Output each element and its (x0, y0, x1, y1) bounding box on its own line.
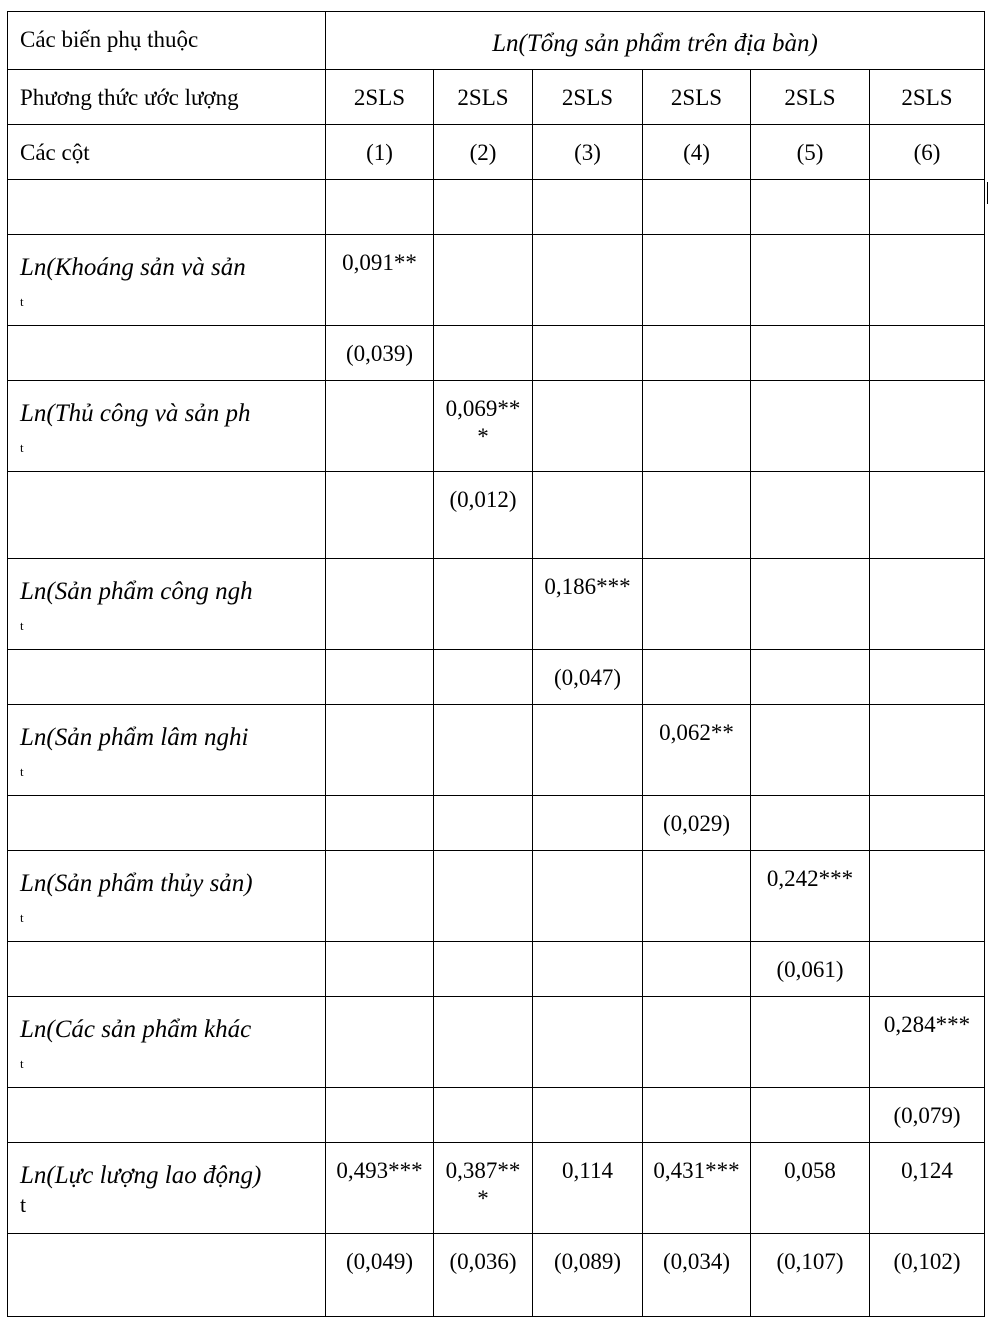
empty-cell (434, 235, 533, 326)
empty-cell (751, 235, 870, 326)
empty-cell (8, 1234, 326, 1317)
empty-cell (751, 705, 870, 796)
coefficient-rows (8, 235, 985, 1143)
empty-cell (870, 705, 985, 796)
time-subscript: t (20, 764, 24, 779)
variable-name-cell (8, 381, 326, 472)
empty-cell (751, 326, 870, 381)
empty-cell (751, 1088, 870, 1143)
empty-cell (8, 650, 326, 705)
coefficient-row (8, 705, 985, 796)
variable-name: Ln(Thủ công và sản ph (20, 400, 251, 427)
empty-cell (643, 851, 751, 942)
empty-row (8, 180, 985, 235)
standard-error-value: (0,061) (751, 942, 870, 997)
variable-name-cell (8, 1143, 326, 1234)
column-number: (1) (326, 125, 434, 180)
empty-cell (870, 851, 985, 942)
empty-cell (533, 942, 643, 997)
time-subscript: t (20, 294, 24, 309)
empty-cell (643, 997, 751, 1088)
column-number: (4) (643, 125, 751, 180)
column-number: (5) (751, 125, 870, 180)
time-subscript: t (20, 910, 24, 925)
empty-cell (326, 705, 434, 796)
standard-error-row (8, 1088, 985, 1143)
empty-cell (643, 650, 751, 705)
empty-cell (533, 326, 643, 381)
empty-cell (8, 326, 326, 381)
coefficient-row (8, 997, 985, 1088)
method-cell: 2SLS (870, 70, 985, 125)
empty-cell (533, 796, 643, 851)
empty-cell (8, 942, 326, 997)
empty-cell (8, 472, 326, 559)
empty-cell (870, 472, 985, 559)
empty-cell (326, 381, 434, 472)
empty-cell (434, 650, 533, 705)
header-row-method (8, 70, 985, 125)
header-row-columns (8, 125, 985, 180)
empty-cell (643, 1088, 751, 1143)
time-subscript: t (20, 1192, 27, 1217)
empty-cell (870, 559, 985, 650)
method-cell: 2SLS (751, 70, 870, 125)
empty-cell (533, 472, 643, 559)
columns-label: Các cột (8, 125, 326, 180)
variable-name: Ln(Khoáng sản và sản (20, 254, 246, 281)
empty-cell (751, 997, 870, 1088)
method-cell: 2SLS (643, 70, 751, 125)
labor-standard-error-row (8, 1234, 985, 1317)
standard-error-value: (0,049) (326, 1234, 434, 1317)
variable-name: Ln(Sản phẩm lâm nghi (20, 724, 249, 751)
coefficient-value: 0,058 (751, 1143, 870, 1234)
coefficient-row (8, 381, 985, 472)
method-cell: 2SLS (533, 70, 643, 125)
empty-cell (751, 796, 870, 851)
dependent-variable-title: Ln(Tổng sản phẩm trên địa bàn) (326, 12, 985, 70)
coefficient-value: 0,114 (533, 1143, 643, 1234)
coefficient-value: 0,091** (326, 235, 434, 326)
coefficient-value: 0,124 (870, 1143, 985, 1234)
empty-cell (643, 235, 751, 326)
empty-cell (643, 381, 751, 472)
labor-rows (8, 1143, 985, 1317)
empty-cell (870, 650, 985, 705)
variable-name: Ln(Sản phẩm công ngh (20, 578, 253, 605)
empty-cell (870, 942, 985, 997)
edge-mark (987, 182, 988, 204)
variable-name: Ln(Lực lượng lao động) (20, 1162, 262, 1189)
empty-cell (751, 472, 870, 559)
empty-cell (533, 381, 643, 472)
standard-error-value: (0,029) (643, 796, 751, 851)
regression-table (7, 11, 985, 1317)
method-cell: 2SLS (326, 70, 434, 125)
time-subscript: t (20, 618, 24, 633)
standard-error-row (8, 796, 985, 851)
variable-name-cell (8, 235, 326, 326)
empty-cell (533, 705, 643, 796)
coefficient-value: 0,387*** (434, 1143, 533, 1234)
empty-cell (751, 650, 870, 705)
coefficient-value: 0,062** (643, 705, 751, 796)
coefficient-value: 0,242*** (751, 851, 870, 942)
empty-cell (751, 559, 870, 650)
empty-cell (643, 326, 751, 381)
column-number: (2) (434, 125, 533, 180)
column-number: (3) (533, 125, 643, 180)
method-label: Phương thức ước lượng (8, 70, 326, 125)
empty-cell (434, 942, 533, 997)
empty-cell (533, 1088, 643, 1143)
labor-coefficient-row (8, 1143, 985, 1234)
empty-cell (326, 796, 434, 851)
coefficient-row (8, 851, 985, 942)
empty-cell (434, 851, 533, 942)
standard-error-value: (0,102) (870, 1234, 985, 1317)
time-subscript: t (20, 440, 24, 455)
standard-error-row (8, 650, 985, 705)
standard-error-value: (0,034) (643, 1234, 751, 1317)
method-cell: 2SLS (434, 70, 533, 125)
empty-cell (751, 381, 870, 472)
column-number: (6) (870, 125, 985, 180)
empty-cell (434, 997, 533, 1088)
coefficient-value: 0,493*** (326, 1143, 434, 1234)
empty-cell (643, 559, 751, 650)
empty-cell (643, 472, 751, 559)
standard-error-row (8, 472, 985, 559)
standard-error-row (8, 942, 985, 997)
variable-name-cell (8, 559, 326, 650)
coefficient-value: 0,186*** (533, 559, 643, 650)
empty-cell (326, 997, 434, 1088)
coefficient-value: 0,069*** (434, 381, 533, 472)
empty-cell (434, 1088, 533, 1143)
empty-cell (533, 997, 643, 1088)
standard-error-value: (0,089) (533, 1234, 643, 1317)
standard-error-row (8, 326, 985, 381)
empty-cell (326, 851, 434, 942)
empty-cell (326, 942, 434, 997)
time-subscript: t (20, 1056, 24, 1071)
standard-error-value: (0,107) (751, 1234, 870, 1317)
empty-cell (870, 796, 985, 851)
variable-name-cell (8, 851, 326, 942)
coefficient-row (8, 559, 985, 650)
empty-cell (326, 472, 434, 559)
empty-cell (8, 1088, 326, 1143)
standard-error-value: (0,079) (870, 1088, 985, 1143)
empty-cell (434, 796, 533, 851)
empty-cell (326, 1088, 434, 1143)
variable-name: Ln(Sản phẩm thủy sản) (20, 870, 253, 897)
standard-error-value: (0,012) (434, 472, 533, 559)
empty-cell (326, 650, 434, 705)
empty-cell (8, 796, 326, 851)
empty-cell (533, 851, 643, 942)
empty-cell (870, 235, 985, 326)
empty-cell (533, 235, 643, 326)
coefficient-row (8, 235, 985, 326)
empty-cell (434, 705, 533, 796)
standard-error-value: (0,039) (326, 326, 434, 381)
empty-cell (434, 326, 533, 381)
coefficient-value: 0,431*** (643, 1143, 751, 1234)
variable-name: Ln(Các sản phẩm khác (20, 1016, 252, 1043)
standard-error-value: (0,036) (434, 1234, 533, 1317)
dependent-label: Các biến phụ thuộc (8, 12, 326, 70)
header-row-dependent (8, 12, 985, 70)
variable-name-cell (8, 705, 326, 796)
empty-cell (326, 559, 434, 650)
empty-cell (870, 381, 985, 472)
empty-cell (643, 942, 751, 997)
standard-error-value: (0,047) (533, 650, 643, 705)
empty-cell (870, 326, 985, 381)
coefficient-value: 0,284*** (870, 997, 985, 1088)
variable-name-cell (8, 997, 326, 1088)
empty-cell (434, 559, 533, 650)
